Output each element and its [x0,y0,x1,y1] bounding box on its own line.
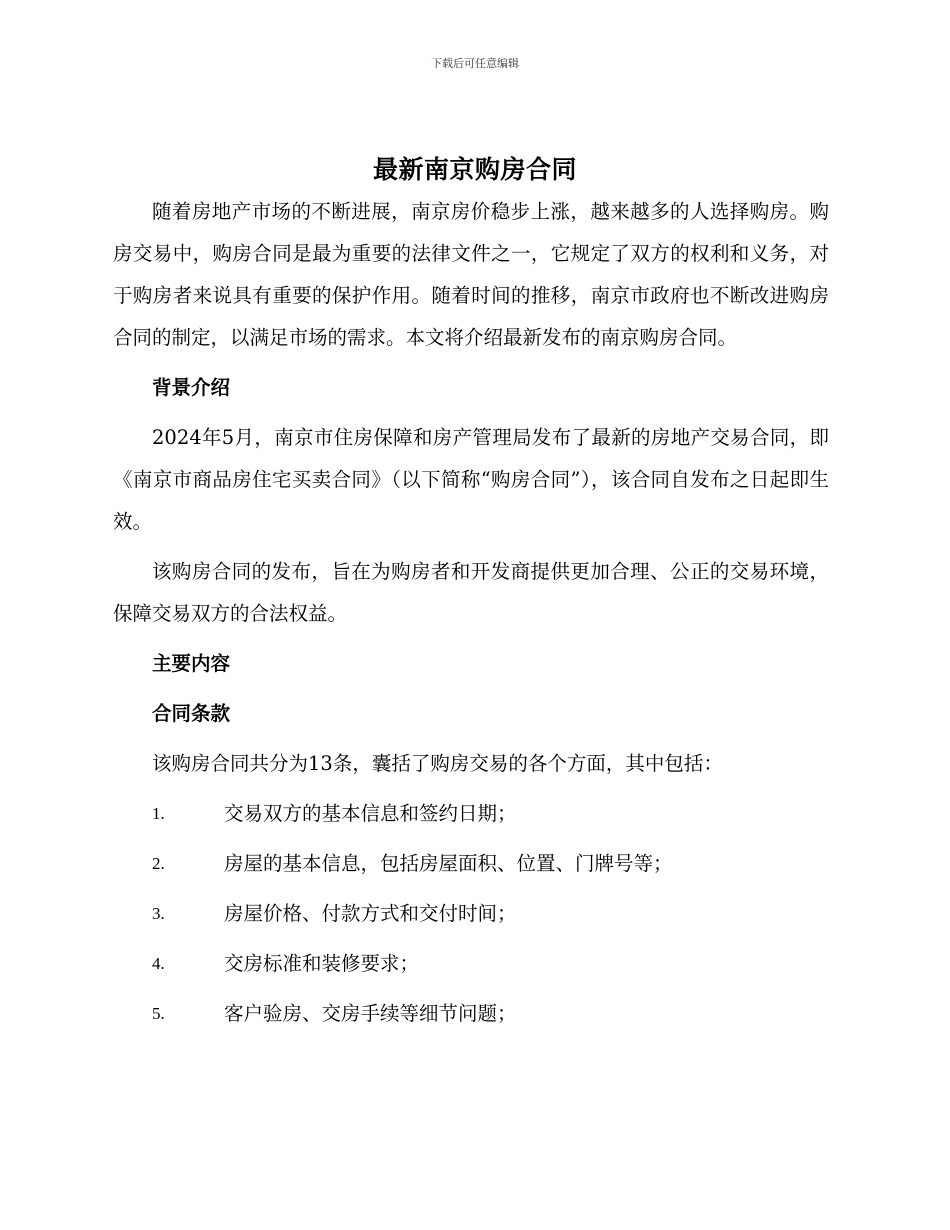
list-item-text: 房屋的基本信息，包括房屋面积、位置、门牌号等； [224,852,673,875]
list-item [113,843,829,885]
list-item [113,793,829,835]
list-item-text: 客户验房、交房手续等细节问题； [224,1002,517,1025]
clauses-intro-paragraph: 该购房合同共分为13条，囊括了购房交易的各个方面，其中包括： [152,752,723,775]
list-item-number: 5. [152,1004,165,1023]
list-item-number: 1. [152,804,165,823]
list-item [113,993,829,1035]
intro-paragraph: 随着房地产市场的不断进展，南京房价稳步上涨，越来越多的人选择购房。购房交易中，购房合同是最为重要的法律文件之一，它规定了双方的权利和义务，对于购房者来说具有重要的保护作用。随着时间的推移，南京市政府也不断改进购房合同的制定，以满足市场的需求。本文将介绍最新发布的南京购房合同。 [113,200,829,349]
document-title: 最新南京购房合同 [372,155,577,184]
list-item [113,893,829,935]
list-item-text: 房屋价格、付款方式和交付时间； [224,902,517,925]
list-item-number: 3. [152,904,165,923]
heading-clauses: 合同条款 [152,702,231,725]
list-item-number: 4. [152,954,165,973]
list-item [113,943,829,985]
background-paragraph-1: 2024年5月，南京市住房保障和房产管理局发布了最新的房地产交易合同，即《南京市商品房住宅买卖合同》（以下简称“购房合同”），该合同自发布之日起即生效。 [113,426,829,533]
list-item-number: 2. [152,854,165,873]
document-body [113,191,829,1035]
list-item-text: 交易双方的基本信息和签约日期； [224,802,517,825]
heading-main-content: 主要内容 [152,652,231,675]
list-item-text: 交房标准和装修要求； [224,952,420,975]
heading-background: 背景介绍 [152,376,231,399]
page-header: 下载后可任意编辑 [431,57,519,70]
background-paragraph-2: 该购房合同的发布，旨在为购房者和开发商提供更加合理、公正的交易环境，保障交易双方的合法权益。 [113,560,829,625]
